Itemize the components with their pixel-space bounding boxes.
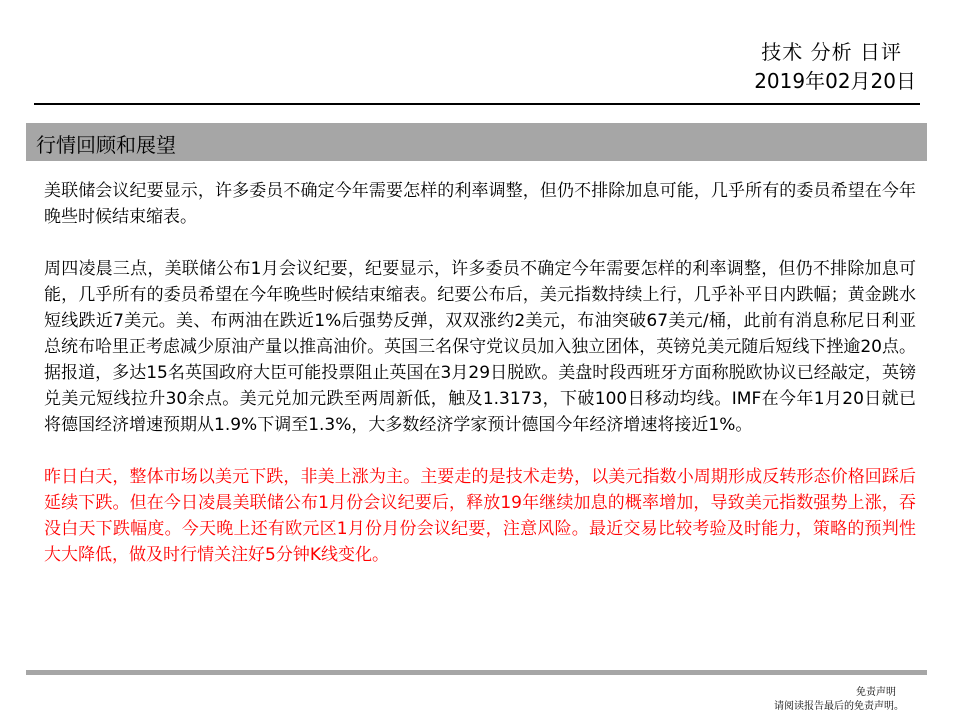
report-title: 技术 分析 日评 [761,40,902,64]
disclaimer-text: 请阅读报告最后的免责声明。 [774,701,904,712]
report-body [44,178,916,594]
news-paragraph: 周四凌晨三点，美联储公布1月会议纪要，纪要显示，许多委员不确定今年需要怎样的利率调整，但仍不排除加息可能，几乎所有的委员希望在今年晚些时候结束缩表。纪要公布后，美元指数持续上行，几乎补平日内跌幅；黄金跳水短线跌近7美元。美、布两油在跌近1%后强势反弹，双双涨约2美元，布油突破67美元/桶，此前有消息称尼日利亚总统布哈里正考虑减少原油产量以推高油价。英国三名保守党议员加入独立团体，英镑兑美元随后短线下挫逾20点。据报道，多达15名英国政府大臣可能投票阻止英国在3月29日脱欧。美盘时段西班牙方面称脱欧协议已经敲定，英镑兑美元短线拉升30余点。美元兑加元跌至两周新低，触及1.3173，下破100日移动均线。IMF在今年1月20日就已将德国经济增速预期从1.9%下调至1.3%，大多数经济学家预计德国今年经济增速将接近1%。 [44,259,916,435]
footer-divider [26,670,927,675]
section-header-bar [26,123,927,161]
report-date: 2019年02月20日 [754,69,916,93]
section-title: 行情回顾和展望 [36,133,176,157]
header-divider [34,103,920,105]
outlook-paragraph: 昨日白天，整体市场以美元下跌，非美上涨为主。主要走的是技术走势，以美元指数小周期形成反转形态价格回踩后延续下跌。但在今日凌晨美联储公布1月份会议纪要后，释放19年继续加息的概率增加，导致美元指数强势上涨，吞没白天下跌幅度。今天晚上还有欧元区1月份月份会议纪要，注意风险。最近交易比较考验及时能力，策略的预判性大大降低，做及时行情关注好5分钟K线变化。 [44,467,916,565]
summary-paragraph: 美联储会议纪要显示，许多委员不确定今年需要怎样的利率调整，但仍不排除加息可能，几乎所有的委员希望在今年晚些时候结束缩表。 [44,181,916,227]
disclaimer-title: 免责声明 [856,687,896,698]
